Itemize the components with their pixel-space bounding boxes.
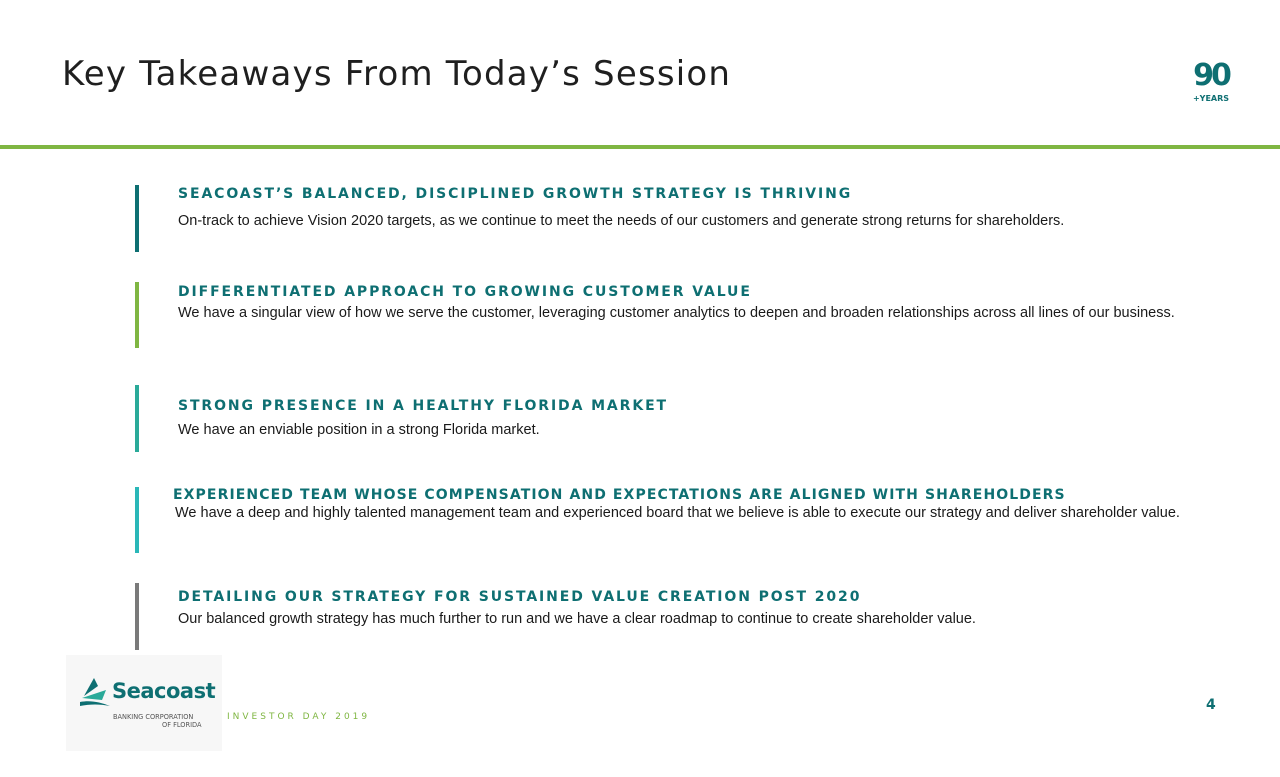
anniversary-badge (1188, 58, 1234, 106)
page-number: 4 (1206, 697, 1216, 713)
takeaway-1-accent-bar (135, 185, 139, 252)
takeaway-1-heading: SEACOAST’S BALANCED, DISCIPLINED GROWTH STRATEGY IS THRIVING (178, 186, 853, 202)
logo-wordmark: Seacoast (112, 679, 216, 703)
takeaway-5-body: Our balanced growth strategy has much further to run and we have a clear roadmap to continue to create shareholder value. (178, 611, 976, 627)
sail-icon (76, 676, 112, 712)
logo-subtitle-line1: BANKING CORPORATION (113, 713, 194, 721)
takeaway-4-body: We have a deep and highly talented management team and experienced board that we believe is able to execute our strategy and deliver shareholder value. (175, 505, 1180, 521)
takeaway-5-heading: DETAILING OUR STRATEGY FOR SUSTAINED VALUE CREATION POST 2020 (178, 589, 862, 605)
event-label: INVESTOR DAY 2019 (227, 712, 371, 722)
takeaway-2-body: We have a singular view of how we serve the customer, leveraging customer analytics to deepen and broaden relationships across all lines of our business. (178, 305, 1175, 321)
logo-subtitle-line2: OF FLORIDA (162, 721, 202, 729)
slide-title: Key Takeaways From Today’s Session (62, 54, 732, 94)
anniversary-number: 90 (1193, 58, 1229, 93)
anniversary-label: +YEARS (1192, 94, 1230, 103)
takeaway-3-accent-bar (135, 385, 139, 452)
takeaway-2-accent-bar (135, 282, 139, 348)
takeaway-4-heading: EXPERIENCED TEAM WHOSE COMPENSATION AND EXPECTATIONS ARE ALIGNED WITH SHAREHOLDERS (173, 487, 1066, 503)
takeaway-3-body: We have an enviable position in a strong Florida market. (178, 422, 540, 438)
takeaway-1-body: On-track to achieve Vision 2020 targets, as we continue to meet the needs of our customers and generate strong returns for shareholders. (178, 213, 1065, 229)
takeaway-2-heading: DIFFERENTIATED APPROACH TO GROWING CUSTOMER VALUE (178, 284, 752, 300)
takeaway-3-heading: STRONG PRESENCE IN A HEALTHY FLORIDA MARKET (178, 398, 668, 414)
header-divider (0, 145, 1280, 149)
takeaway-4-accent-bar (135, 487, 139, 553)
takeaway-5-accent-bar (135, 583, 139, 650)
